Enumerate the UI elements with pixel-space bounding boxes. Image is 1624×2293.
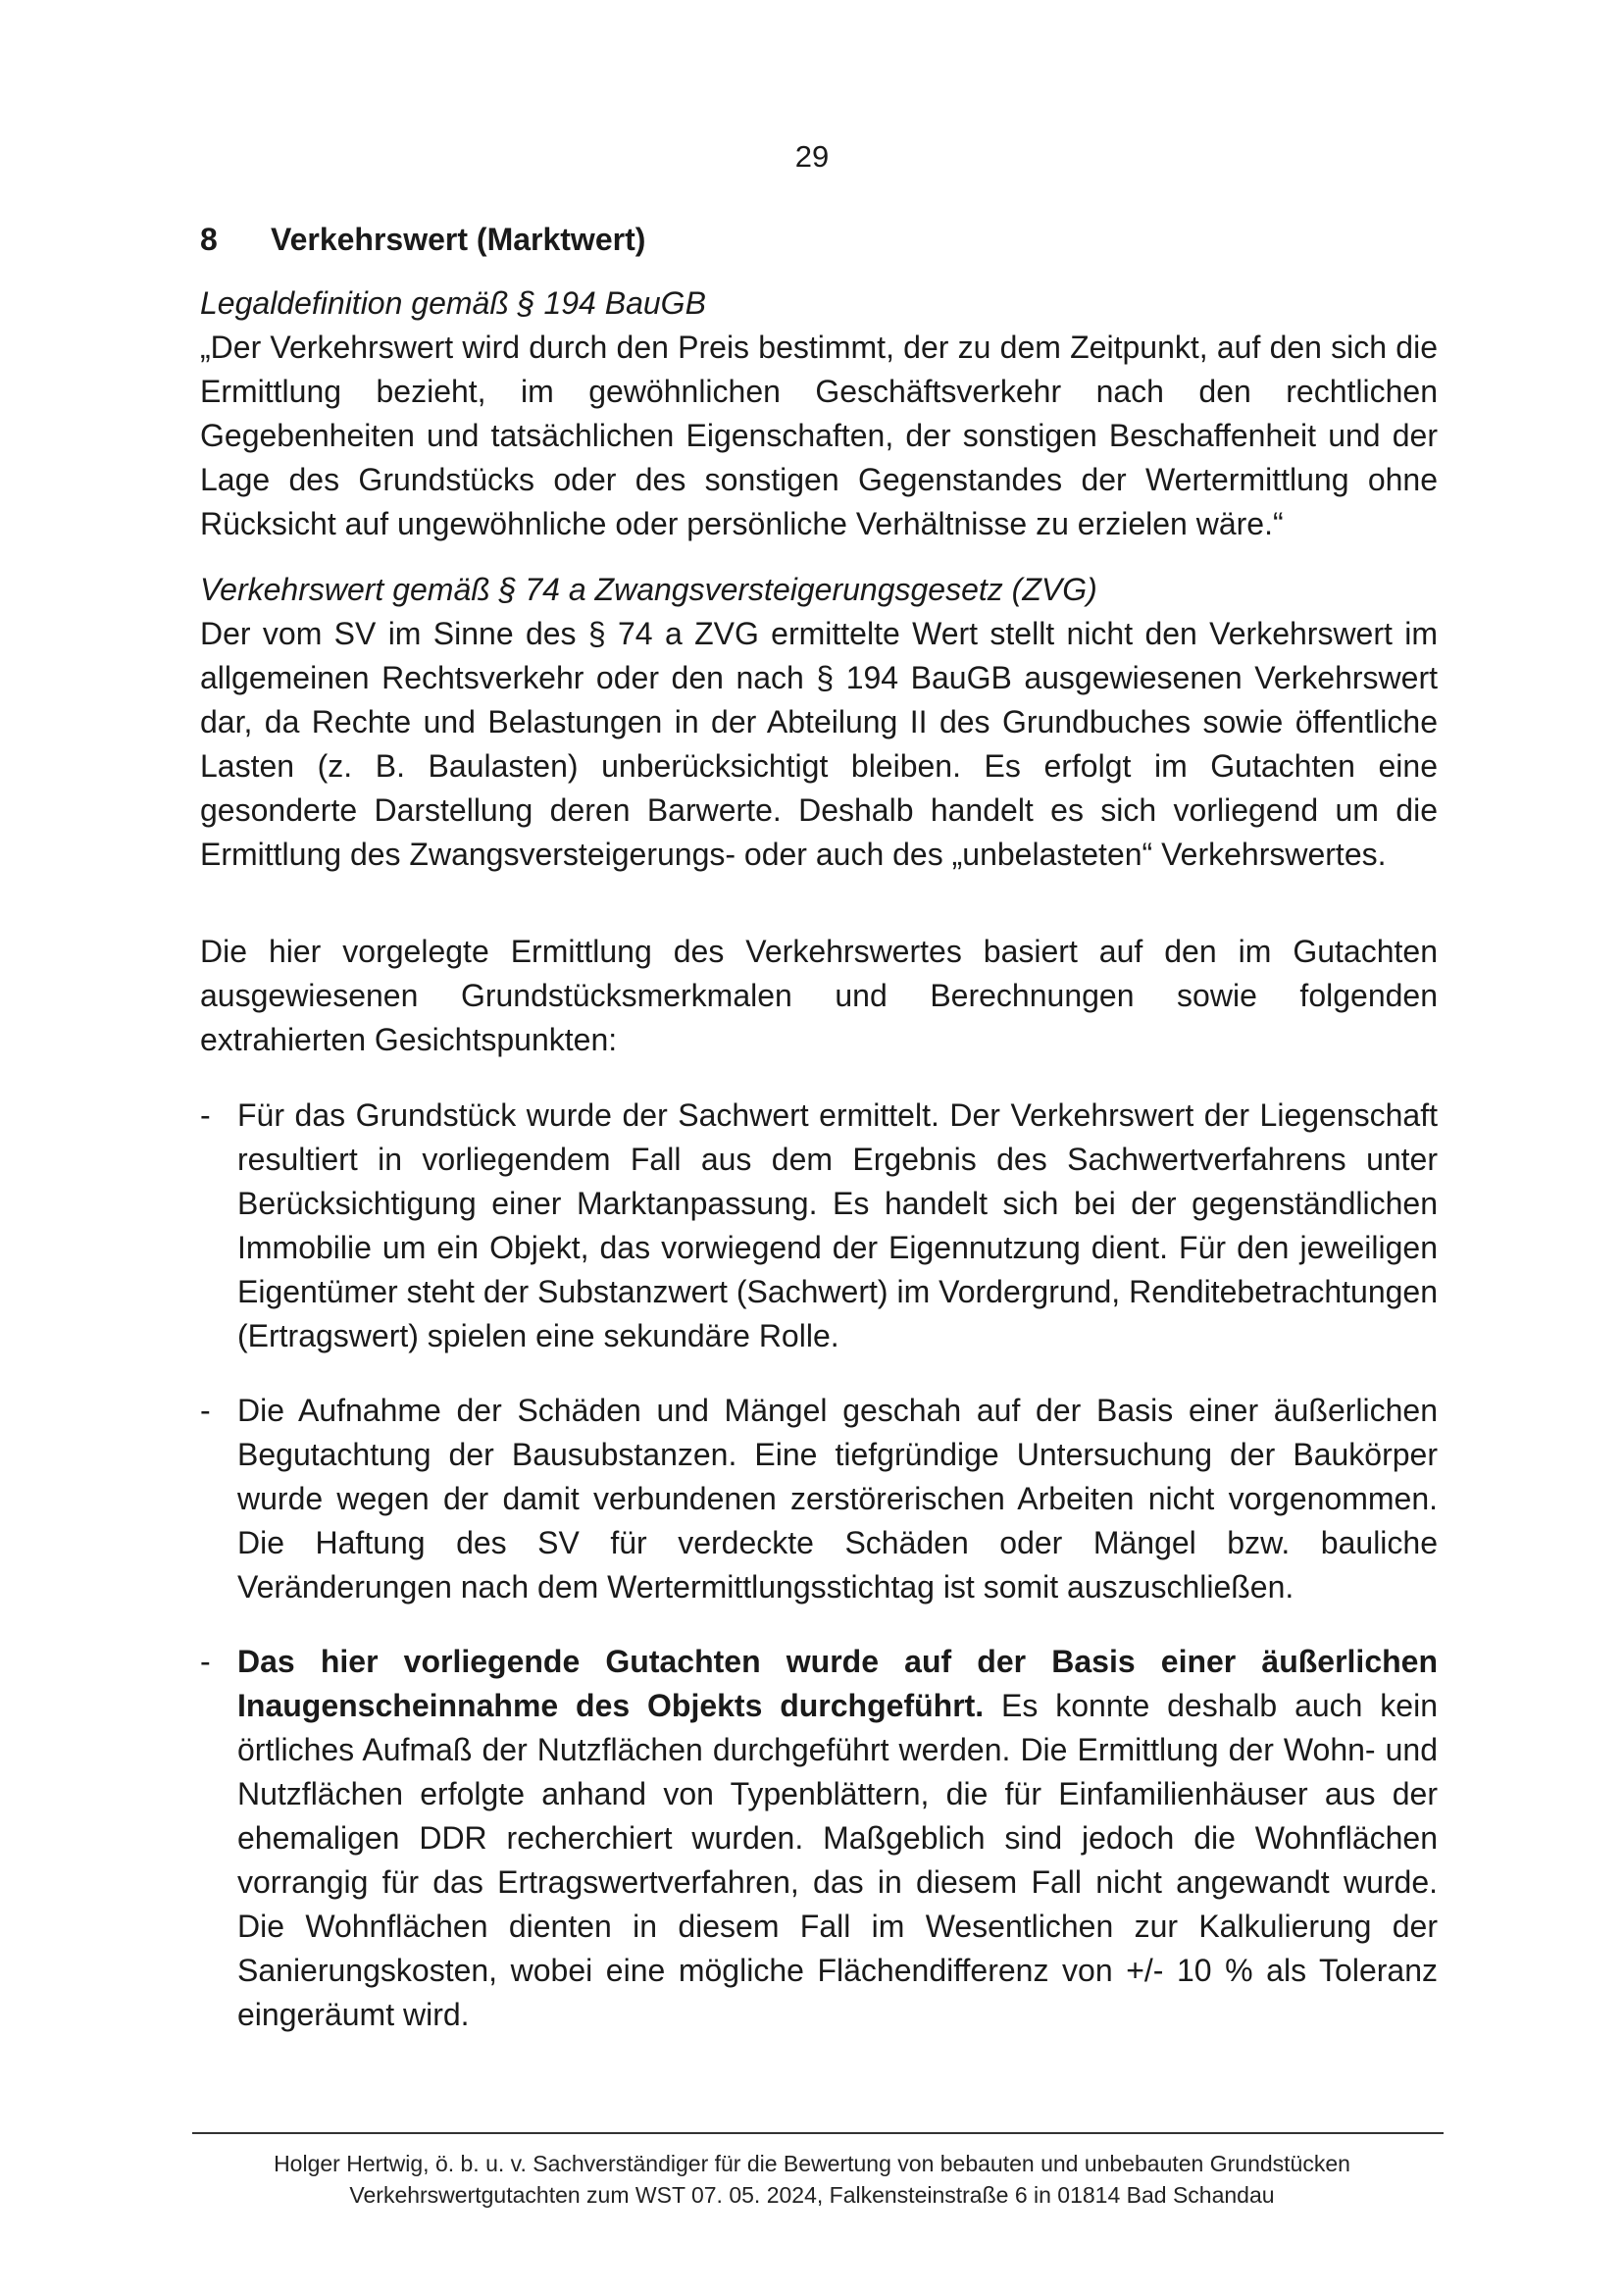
- page-number: 29: [794, 139, 830, 174]
- list-item: [200, 1389, 1438, 1609]
- intro-paragraph: Die hier vorgelegte Ermittlung des Verkehrswertes basiert auf den im Gutachten ausgewiesenen Grundstücksmerkmalen und Berechnungen sowie folgenden extrahierten Gesichtspunkten:: [200, 934, 1438, 1057]
- list-item: [200, 1094, 1438, 1358]
- bullet-list: [200, 1094, 1438, 2037]
- bullet-bold-text: Das hier vorliegende Gutachten wurde auf der Basis einer äußerlichen Inaugenscheinnahme des Objekts durchgeführt.: [237, 1644, 1438, 1723]
- bullet-dash: -: [200, 1393, 211, 1428]
- footer-line-2: Verkehrswertgutachten zum WST 07. 05. 2024, Falkensteinstraße 6 in 01814 Bad Schandau: [349, 2182, 1275, 2208]
- bullet-text: Die Aufnahme der Schäden und Mängel geschah auf der Basis einer äußerlichen Begutachtung der Bausubstanzen. Eine tiefgründige Untersuchung der Baukörper wurde wegen der damit verbundenen zerstörerischen Arbeiten nicht vorgenommen. Die Haftung des SV für verdeckte Schäden oder Mängel bzw. bauliche Veränderungen nach dem Wertermittlungsstichtag ist somit auszuschließen.: [237, 1393, 1438, 1605]
- zvg-subtitle: Verkehrswert gemäß § 74 a Zwangsversteigerungsgesetz (ZVG): [200, 572, 1097, 607]
- section-heading: [200, 218, 1438, 262]
- zvg-block: [200, 568, 1438, 877]
- document-body: [200, 218, 1438, 2067]
- bullet-text: Es konnte deshalb auch kein örtliches Aufmaß der Nutzflächen durchgeführt werden. Die Ermittlung der Wohn- und Nutzflächen erfolgte anhand von Typenblättern, die für Einfamilienhäuser aus der ehemaligen DDR recherchiert wurden. Maßgeblich sind jedoch die Wohnflächen vorrangig für das Ertragswertverfahren, das in diesem Fall nicht angewandt wurde. Die Wohnflächen dienten in diesem Fall im Wesentlichen zur Kalkulierung der Sanierungskosten, wobei eine mögliche Flächendifferenz von +/- 10 % als Toleranz eingeräumt wird.: [237, 1688, 1439, 2032]
- section-title: Verkehrswert (Marktwert): [271, 222, 646, 257]
- bullet-dash: -: [200, 1097, 211, 1133]
- legal-definition-text: „Der Verkehrswert wird durch den Preis bestimmt, der zu dem Zeitpunkt, auf den sich die Ermittlung bezieht, im gewöhnlichen Geschäftsverkehr nach den rechtlichen Gegebenheiten und tatsächlichen Eigenschaften, der sonstigen Beschaffenheit und der Lage des Grundstücks oder des sonstigen Gegenstandes der Wertermittlung ohne Rücksicht auf ungewöhnliche oder persönliche Verhältnisse zu erzielen wäre.“: [200, 330, 1438, 541]
- bullet-dash: -: [200, 1644, 211, 1679]
- footer-line-1: Holger Hertwig, ö. b. u. v. Sachverständiger für die Bewertung von bebauten und unbebauten Grundstücken: [274, 2151, 1350, 2176]
- list-item: [200, 1640, 1438, 2037]
- legal-definition-block: [200, 281, 1438, 546]
- bullet-text: Für das Grundstück wurde der Sachwert ermittelt. Der Verkehrswert der Liegenschaft resultiert in vorliegendem Fall aus dem Ergebnis des Sachwertverfahrens unter Berücksichtigung einer Marktanpassung. Es handelt sich bei der gegenständlichen Immobilie um ein Objekt, das vorwiegend der Eigennutzung dient. Für den jeweiligen Eigentümer steht der Substanzwert (Sachwert) im Vordergrund, Renditebetrachtungen (Ertragswert) spielen eine sekundäre Rolle.: [237, 1097, 1438, 1353]
- legal-definition-subtitle: Legaldefinition gemäß § 194 BauGB: [200, 285, 706, 321]
- section-number: 8: [200, 222, 218, 257]
- zvg-text: Der vom SV im Sinne des § 74 a ZVG ermittelte Wert stellt nicht den Verkehrswert im allgemeinen Rechtsverkehr oder den nach § 194 BauGB ausgewiesenen Verkehrswert dar, da Rechte und Belastungen in der Abteilung II des Grundbuches sowie öffentliche Lasten (z. B. Baulasten) unberücksichtigt bleiben. Es erfolgt im Gutachten eine gesonderte Darstellung deren Barwerte. Deshalb handelt es sich vorliegend um die Ermittlung des Zwangsversteigerungs- oder auch des „unbelasteten“ Verkehrswertes.: [200, 616, 1438, 872]
- footer-divider: [192, 2132, 1444, 2134]
- footer: [0, 2148, 1624, 2211]
